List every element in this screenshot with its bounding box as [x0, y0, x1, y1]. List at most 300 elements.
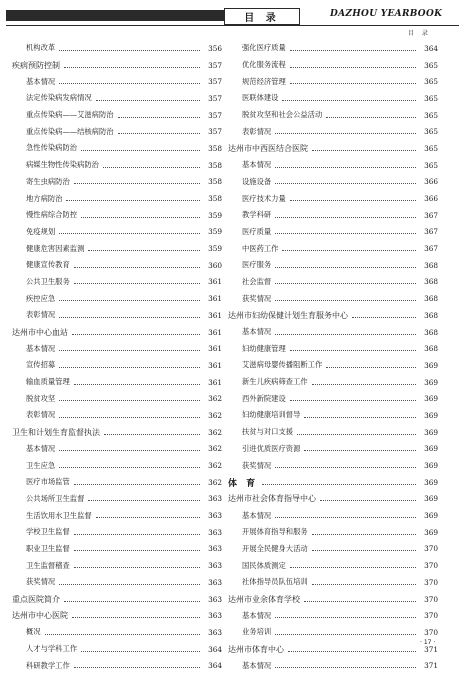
toc-entry-page: 365 [424, 77, 438, 87]
toc-entry-title: 基本情况 [26, 343, 56, 353]
leader-dots [312, 584, 416, 585]
toc-entry-page: 357 [208, 60, 222, 70]
toc-entry[interactable] [12, 574, 222, 591]
toc-entry[interactable] [228, 441, 438, 458]
toc-entry-title: 健康宣传教育 [26, 260, 70, 270]
toc-entry-page: 362 [208, 461, 222, 471]
toc-entry-title: 基本情况 [242, 510, 272, 520]
toc-entry-title: 寄生虫病防治 [26, 176, 70, 186]
toc-entry-title: 卫生和计划生育监督执法 [12, 427, 100, 437]
toc-entry-page: 357 [208, 77, 222, 87]
toc-entry[interactable] [12, 407, 222, 424]
leader-dots [290, 567, 416, 568]
toc-entry[interactable] [228, 340, 438, 357]
toc-entry[interactable] [228, 591, 438, 608]
leader-dots [275, 233, 416, 234]
toc-entry[interactable] [228, 657, 438, 674]
toc-entry[interactable] [228, 457, 438, 474]
toc-entry[interactable] [12, 491, 222, 508]
toc-entry[interactable] [228, 57, 438, 74]
toc-entry-page: 368 [424, 260, 438, 270]
toc-entry[interactable] [12, 140, 222, 157]
leader-dots [275, 467, 416, 468]
leader-dots [74, 484, 200, 485]
toc-entry[interactable] [228, 140, 438, 157]
toc-entry-page: 362 [208, 427, 222, 437]
toc-entry[interactable] [228, 73, 438, 90]
toc-entry[interactable] [228, 123, 438, 140]
toc-entry-page: 363 [208, 577, 222, 587]
toc-entry-title: 达州市体育中心 [228, 644, 284, 654]
toc-entry-title: 业务培训 [242, 627, 272, 637]
leader-dots [275, 267, 416, 268]
toc-entry[interactable] [228, 424, 438, 441]
toc-entry-page: 370 [424, 611, 438, 621]
toc-entry-page: 369 [424, 394, 438, 404]
toc-entry-page: 367 [424, 244, 438, 254]
leader-dots [88, 500, 200, 501]
toc-entry[interactable] [228, 257, 438, 274]
toc-entry-page: 361 [208, 327, 222, 337]
toc-entry-page: 368 [424, 277, 438, 287]
toc-entry-page: 363 [208, 594, 222, 604]
toc-entry-page: 363 [208, 611, 222, 621]
toc-entry[interactable] [12, 257, 222, 274]
toc-entry-title: 新生儿疾病筛查工作 [242, 377, 308, 387]
toc-right-column [228, 40, 438, 674]
leader-dots [59, 83, 200, 84]
toc-entry-page: 364 [208, 661, 222, 671]
toc-entry[interactable] [12, 73, 222, 90]
toc-entry-title: 妇幼健康培训督导 [242, 410, 301, 420]
toc-entry-title: 优化服务流程 [242, 60, 286, 70]
leader-dots [74, 534, 200, 535]
toc-entry[interactable] [12, 340, 222, 357]
toc-entry[interactable] [228, 641, 438, 658]
leader-dots [59, 350, 200, 351]
toc-entry[interactable] [12, 190, 222, 207]
toc-entry[interactable] [12, 107, 222, 124]
leader-dots [326, 117, 416, 118]
toc-entry-title: 社会监督 [242, 276, 272, 286]
toc-entry[interactable] [12, 441, 222, 458]
leader-dots [290, 50, 416, 51]
toc-entry-title: 设施设备 [242, 176, 272, 186]
toc-entry-title: 职业卫生监督 [26, 543, 70, 553]
leader-dots [275, 133, 416, 134]
toc-entry-title: 规范经济管理 [242, 76, 286, 86]
toc-entry-title: 输血质量管理 [26, 377, 70, 387]
toc-entry[interactable] [228, 324, 438, 341]
toc-entry-page: 361 [208, 360, 222, 370]
toc-entry[interactable] [12, 57, 222, 74]
toc-entry-page: 368 [424, 344, 438, 354]
toc-entry-page: 363 [208, 544, 222, 554]
toc-entry[interactable] [12, 157, 222, 174]
toc-entry-title: 教学科研 [242, 210, 272, 220]
leader-dots [74, 183, 200, 184]
toc-entry-title: 获奖情况 [242, 293, 272, 303]
toc-entry-page: 357 [208, 127, 222, 137]
toc-entry-page: 362 [208, 410, 222, 420]
toc-entry-title: 重点医院简介 [12, 594, 60, 604]
toc-entry-title: 医联体建设 [242, 93, 279, 103]
toc-entry[interactable] [12, 307, 222, 324]
leader-dots [118, 117, 200, 118]
toc-entry-page: 369 [424, 410, 438, 420]
toc-entry-page: 365 [424, 93, 438, 103]
toc-entry-title: 基本情况 [242, 160, 272, 170]
toc-entry[interactable] [12, 357, 222, 374]
leader-dots [74, 267, 200, 268]
leader-dots [312, 150, 416, 151]
toc-entry[interactable] [228, 541, 438, 558]
leader-dots [288, 651, 416, 652]
toc-entry[interactable] [228, 107, 438, 124]
toc-entry-page: 369 [424, 527, 438, 537]
toc-entry-title: 重点传染病——结核病防治 [26, 126, 114, 136]
toc-entry-title: 达州市业余体育学校 [228, 594, 300, 604]
leader-dots [74, 550, 200, 551]
leader-dots [59, 417, 200, 418]
toc-entry[interactable] [12, 274, 222, 291]
leader-dots [304, 601, 416, 602]
toc-entry[interactable] [228, 290, 438, 307]
leader-dots [275, 334, 416, 335]
toc-entry-page: 358 [208, 143, 222, 153]
toc-entry-title: 公共卫生服务 [26, 276, 70, 286]
toc-entry-title: 达州市中心医院 [12, 611, 68, 621]
toc-entry-page: 361 [208, 294, 222, 304]
toc-entry-title: 医疗质量 [242, 226, 272, 236]
toc-entry[interactable] [12, 541, 222, 558]
toc-entry-page: 368 [424, 310, 438, 320]
leader-dots [304, 417, 416, 418]
toc-entry[interactable] [228, 390, 438, 407]
toc-entry[interactable] [12, 207, 222, 224]
leader-dots [118, 133, 200, 134]
leader-dots [320, 500, 416, 501]
toc-entry[interactable] [228, 357, 438, 374]
toc-entry-title: 病媒生物性传染病防治 [26, 160, 99, 170]
toc-entry[interactable] [228, 491, 438, 508]
toc-entry[interactable] [228, 307, 438, 324]
toc-entry-page: 361 [208, 277, 222, 287]
toc-entry[interactable] [228, 190, 438, 207]
toc-entry-title: 卫生应急 [26, 460, 56, 470]
toc-entry-page: 362 [208, 477, 222, 487]
leader-dots [64, 601, 200, 602]
toc-entry-title: 西外新院建设 [242, 393, 286, 403]
toc-entry-title: 宣传招募 [26, 360, 56, 370]
toc-entry-page: 367 [424, 227, 438, 237]
toc-entry-page: 365 [424, 60, 438, 70]
toc-entry-title: 强化医疗质量 [242, 43, 286, 53]
toc-entry[interactable] [12, 424, 222, 441]
leader-dots [275, 634, 416, 635]
toc-entry-page: 358 [208, 177, 222, 187]
toc-entry-page: 366 [424, 194, 438, 204]
toc-entry[interactable] [228, 507, 438, 524]
header-subtitle: 目 录 [408, 30, 431, 37]
leader-dots [81, 217, 200, 218]
toc-entry-page: 367 [424, 210, 438, 220]
toc-entry[interactable] [228, 157, 438, 174]
leader-dots [59, 233, 200, 234]
toc-entry[interactable] [12, 224, 222, 241]
toc-entry-title: 生活饮用水卫生监督 [26, 510, 92, 520]
toc-entry-title: 基本情况 [242, 660, 272, 670]
toc-entry-page: 362 [208, 444, 222, 454]
leader-dots [290, 83, 416, 84]
toc-entry[interactable] [12, 90, 222, 107]
toc-entry-title: 扶贫与对口支援 [242, 427, 294, 437]
toc-entry-title: 法定传染病发病情况 [26, 93, 92, 103]
toc-entry-title: 国民体质测定 [242, 560, 286, 570]
toc-entry-title: 表彰情况 [26, 310, 56, 320]
leader-dots [275, 617, 416, 618]
toc-entry-title: 社体指导员队伍培训 [242, 577, 308, 587]
leader-dots [96, 100, 200, 101]
toc-entry-page: 357 [208, 93, 222, 103]
toc-entry-title: 卫生监督稽查 [26, 560, 70, 570]
toc-entry[interactable] [228, 240, 438, 257]
toc-entry[interactable] [12, 557, 222, 574]
toc-entry[interactable] [12, 507, 222, 524]
toc-entry-page: 368 [424, 327, 438, 337]
toc-entry-page: 370 [424, 594, 438, 604]
toc-entry-page: 370 [424, 544, 438, 554]
toc-entry-page: 359 [208, 210, 222, 220]
toc-entry-page: 369 [424, 461, 438, 471]
toc-entry[interactable] [12, 607, 222, 624]
toc-entry-page: 356 [208, 43, 222, 53]
toc-entry-title: 医疗服务 [242, 260, 272, 270]
toc-entry-page: 358 [208, 194, 222, 204]
toc-entry[interactable] [228, 474, 438, 491]
toc-entry-title: 达州市中心血站 [12, 327, 68, 337]
toc-entry[interactable] [12, 390, 222, 407]
leader-dots [103, 167, 200, 168]
leader-dots [74, 283, 200, 284]
leader-dots [275, 183, 416, 184]
toc-entry-title: 基本情况 [26, 443, 56, 453]
toc-entry[interactable] [228, 607, 438, 624]
toc-entry-page: 369 [424, 511, 438, 521]
toc-entry-title: 疾病预防控制 [12, 60, 60, 70]
leader-dots [74, 567, 200, 568]
toc-entry-page: 370 [424, 561, 438, 571]
leader-dots [312, 384, 416, 385]
leader-dots [290, 400, 416, 401]
toc-entry-page: 371 [424, 644, 438, 654]
toc-entry-title: 基本情况 [26, 76, 56, 86]
toc-entry-title: 慢性病综合防控 [26, 210, 78, 220]
toc-entry-title: 脱贫攻坚和社会公益活动 [242, 110, 323, 120]
leader-dots [59, 300, 200, 301]
toc-entry[interactable] [228, 557, 438, 574]
toc-entry[interactable] [12, 240, 222, 257]
toc-entry-title: 急性传染病防治 [26, 143, 78, 153]
leader-dots [59, 367, 200, 368]
toc-entry-page: 369 [424, 444, 438, 454]
toc-entry-page: 369 [424, 377, 438, 387]
toc-entry-page: 361 [208, 377, 222, 387]
leader-dots [297, 434, 416, 435]
toc-entry-page: 369 [424, 360, 438, 370]
toc-entry-title: 开展全民健身大活动 [242, 543, 308, 553]
toc-entry-page: 357 [208, 110, 222, 120]
toc-entry[interactable] [12, 40, 222, 57]
toc-entry[interactable] [12, 457, 222, 474]
toc-entry-page: 369 [424, 494, 438, 504]
toc-entry[interactable] [12, 657, 222, 674]
toc-entry[interactable] [228, 90, 438, 107]
toc-entry-title: 重点传染病——艾滋病防治 [26, 110, 114, 120]
toc-entry[interactable] [228, 407, 438, 424]
publication-name: DAZHOU YEARBOOK [330, 9, 443, 19]
leader-dots [64, 67, 200, 68]
toc-entry[interactable] [228, 174, 438, 191]
toc-entry-page: 361 [208, 344, 222, 354]
toc-entry-title: 疾控应急 [26, 293, 56, 303]
toc-entry[interactable] [228, 40, 438, 57]
toc-entry-page: 364 [424, 43, 438, 53]
toc-entry[interactable] [228, 274, 438, 291]
toc-entry[interactable] [12, 374, 222, 391]
leader-dots [275, 667, 416, 668]
toc-entry[interactable] [228, 224, 438, 241]
leader-dots [290, 350, 416, 351]
toc-entry-title: 公共场所卫生监督 [26, 493, 85, 503]
toc-entry[interactable] [12, 591, 222, 608]
toc-entry-page: 370 [424, 577, 438, 587]
toc-entry[interactable] [12, 641, 222, 658]
toc-entry[interactable] [12, 524, 222, 541]
toc-entry-title: 艾滋病母婴传播阻断工作 [242, 360, 323, 370]
toc-entry-title: 科研教学工作 [26, 660, 70, 670]
toc-entry-page: 366 [424, 177, 438, 187]
leader-dots [304, 450, 416, 451]
toc-entry-title: 人才与学科工作 [26, 644, 78, 654]
toc-entry[interactable] [228, 624, 438, 641]
toc-entry-title: 引进优质医疗资源 [242, 443, 301, 453]
toc-entry-title: 妇幼健康管理 [242, 343, 286, 353]
toc-entry-title: 获奖情况 [26, 577, 56, 587]
leader-dots [312, 550, 416, 551]
leader-dots [74, 667, 200, 668]
toc-entry[interactable] [228, 524, 438, 541]
toc-entry-page: 363 [208, 494, 222, 504]
leader-dots [45, 634, 200, 635]
leader-dots [312, 534, 416, 535]
toc-entry-title: 获奖情况 [242, 460, 272, 470]
leader-dots [352, 317, 416, 318]
leader-dots [59, 450, 200, 451]
leader-dots [275, 167, 416, 168]
toc-entry[interactable] [12, 290, 222, 307]
leader-dots [282, 100, 416, 101]
leader-dots [275, 517, 416, 518]
toc-entry-page: 365 [424, 127, 438, 137]
leader-dots [66, 200, 200, 201]
toc-entry-page: 369 [424, 477, 438, 487]
toc-entry[interactable] [12, 324, 222, 341]
toc-entry-title: 开展体育指导和服务 [242, 527, 308, 537]
toc-entry-title: 地方病防治 [26, 193, 63, 203]
leader-dots [326, 367, 416, 368]
leader-dots [275, 300, 416, 301]
leader-dots [262, 484, 416, 485]
toc-entry[interactable] [228, 574, 438, 591]
toc-entry-title: 免疫规划 [26, 226, 56, 236]
leader-dots [96, 517, 200, 518]
header-rule [6, 25, 459, 26]
leader-dots [88, 250, 200, 251]
leader-dots [282, 250, 416, 251]
toc-entry-page: 363 [208, 527, 222, 537]
toc-entry-title: 达州市中西医结合医院 [228, 143, 308, 153]
toc-entry-page: 368 [424, 294, 438, 304]
toc-entry[interactable] [12, 474, 222, 491]
leader-dots [104, 434, 200, 435]
toc-entry-page: 363 [208, 627, 222, 637]
toc-entry-page: 359 [208, 227, 222, 237]
leader-dots [59, 467, 200, 468]
header-title: 目 录 [224, 8, 300, 25]
page-number: · 17 · [420, 639, 436, 646]
toc-entry-page: 369 [424, 427, 438, 437]
leader-dots [290, 200, 416, 201]
toc-entry-page: 362 [208, 394, 222, 404]
toc-entry-page: 361 [208, 310, 222, 320]
toc-entry-page: 358 [208, 160, 222, 170]
toc-entry-title: 健康危害因素监测 [26, 243, 85, 253]
toc-entry-page: 364 [208, 644, 222, 654]
toc-entry[interactable] [12, 174, 222, 191]
toc-entry-page: 363 [208, 561, 222, 571]
toc-entry-page: 365 [424, 160, 438, 170]
toc-entry-title: 中医药工作 [242, 243, 279, 253]
toc-entry-title: 达州市社会体育指导中心 [228, 494, 316, 504]
toc-left-column [12, 40, 222, 674]
toc-entry-title: 脱贫攻坚 [26, 393, 56, 403]
toc-entry-page: 365 [424, 143, 438, 153]
toc-entry-title: 医疗技术力量 [242, 193, 286, 203]
toc-entry-title: 基本情况 [242, 610, 272, 620]
toc-entry-title: 达州市妇幼保健计划生育服务中心 [228, 310, 348, 320]
toc-entry[interactable] [12, 624, 222, 641]
toc-entry-page: 360 [208, 260, 222, 270]
toc-entry-page: 370 [424, 627, 438, 637]
toc-entry-title: 机构改革 [26, 43, 56, 53]
toc-entry-title: 基本情况 [242, 327, 272, 337]
leader-dots [59, 317, 200, 318]
toc-entry[interactable] [228, 374, 438, 391]
leader-dots [290, 67, 416, 68]
toc-entry-page: 359 [208, 244, 222, 254]
leader-dots [59, 400, 200, 401]
leader-dots [275, 217, 416, 218]
toc-entry[interactable] [228, 207, 438, 224]
toc-entry-page: 371 [424, 661, 438, 671]
leader-dots [72, 617, 200, 618]
leader-dots [81, 150, 200, 151]
toc-entry-title: 表彰情况 [242, 126, 272, 136]
toc-entry[interactable] [12, 123, 222, 140]
toc-entry-title: 医疗市场监管 [26, 477, 70, 487]
toc-entry-title: 学校卫生监督 [26, 527, 70, 537]
